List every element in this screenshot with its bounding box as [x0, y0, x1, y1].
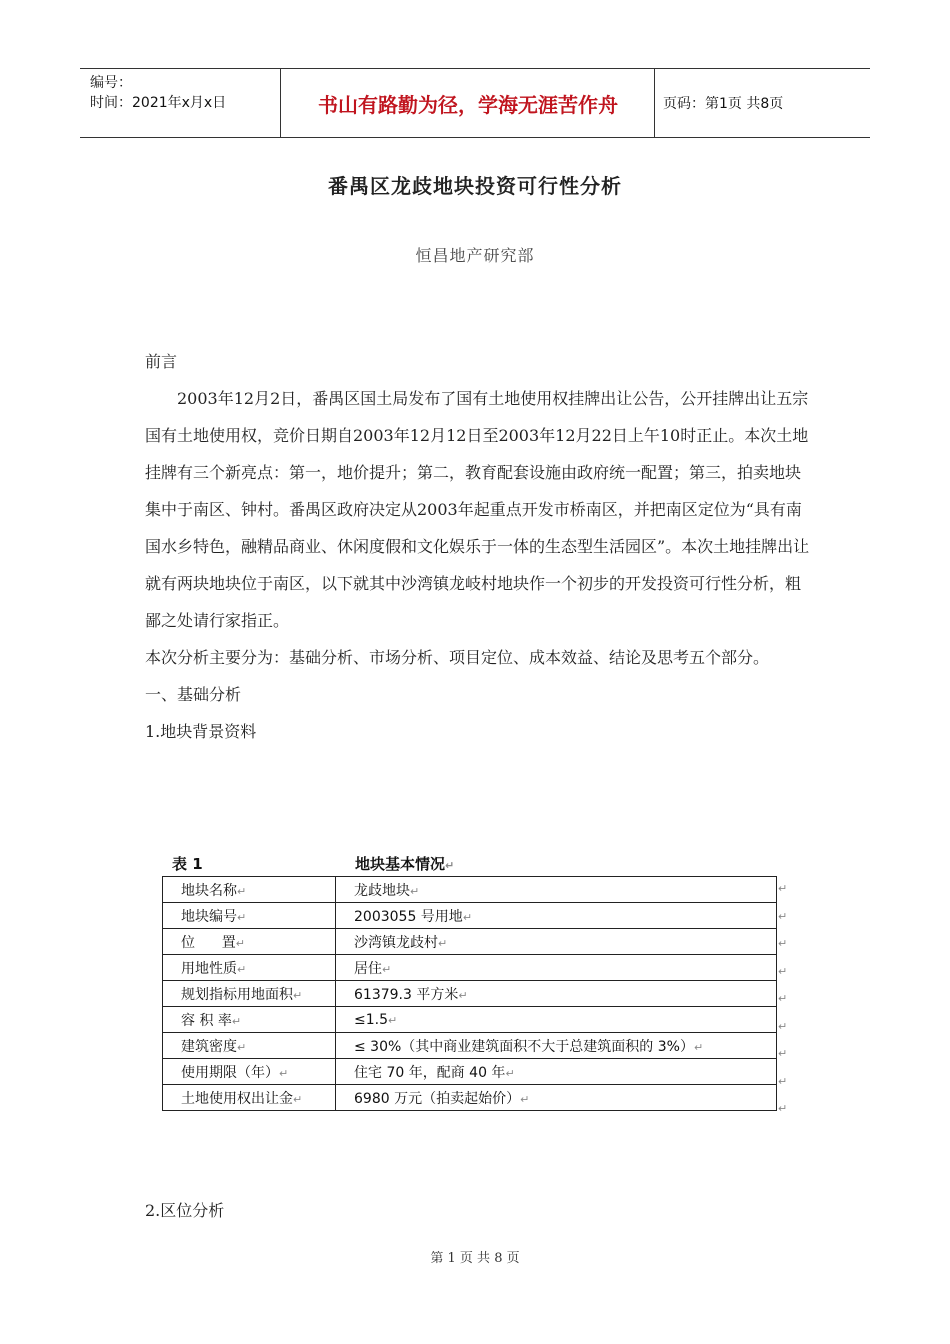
table-value-text: 龙歧地块 — [354, 882, 410, 899]
paragraph-mark-icon: ↵ — [462, 910, 473, 924]
table-cell-key — [163, 877, 336, 903]
table-key-text: 使用期限（年） — [181, 1064, 279, 1081]
table-cell-value — [336, 1007, 777, 1033]
table-row — [163, 877, 777, 903]
paragraph-mark-icon: ↵ — [445, 859, 455, 872]
table-cell-key — [163, 955, 336, 981]
paragraph-mark-icon: ↵ — [458, 988, 468, 1002]
table-caption-title — [355, 853, 454, 874]
paragraph-mark-icon: ↵ — [237, 884, 247, 898]
table-value-text: 居住 — [354, 960, 382, 977]
document-author: 恒昌地产研究部 — [415, 246, 535, 265]
row-end-mark-icon: ↵ — [778, 1019, 788, 1033]
subsection-heading-background: 1.地块背景资料 — [145, 722, 257, 741]
paragraph-mark-icon: ↵ — [438, 936, 448, 950]
table-cell-value — [336, 929, 777, 955]
table-row — [163, 903, 777, 929]
section-heading-location-analysis: 2.区位分析 — [145, 1201, 225, 1220]
table-cell-key — [163, 1007, 336, 1033]
table-cell-key — [163, 1033, 336, 1059]
row-end-mark-icon: ↵ — [778, 1074, 788, 1088]
table-value-text: ≤1.5 — [354, 1011, 388, 1028]
table-key-text: 容 积 率 — [181, 1012, 232, 1029]
paragraph-mark-icon: ↵ — [293, 988, 303, 1002]
paragraph-mark-icon: ↵ — [237, 1040, 247, 1054]
paragraph-mark-icon: ↵ — [388, 1013, 398, 1027]
table-key-text: 位 置 — [181, 934, 236, 951]
preface-paragraph: 2003年12月2日，番禺区国土局发布了国有土地使用权挂牌出让公告，公开挂牌出让五宗国有土地使用权，竞价日期自2003年12月12日至2003年12月22日上午10时正止。本次土地挂牌有三个新亮点：第一，地价提升；第二，教育配套设施由政府统一配置；第三，拍卖地块集中于南区、钟村。番禺区政府决定从2003年起重点开发市桥南区，并把南区定位为“具有南国水乡特色，融精品商业、休闲度假和文化娱乐于一体的生态型生活园区”。本次土地挂牌出让就有两块地块位于南区，以下就其中沙湾镇龙岐村地块作一个初步的开发投资可行性分析，粗鄙之处请行家指正。 — [145, 389, 810, 630]
paragraph-mark-icon: ↵ — [279, 1066, 289, 1080]
table-cell-key — [163, 1085, 336, 1111]
paragraph-mark-icon: ↵ — [235, 936, 245, 950]
header-motto: 书山有路勤为径，学海无涯苦作舟 — [282, 69, 655, 137]
table-caption-number: 表 1 — [172, 855, 203, 873]
table-key-text: 建筑密度 — [181, 1038, 237, 1055]
table-value-text: 沙湾镇龙歧村 — [354, 934, 438, 951]
table-row — [163, 1085, 777, 1111]
table-cell-value — [336, 1059, 777, 1085]
row-end-mark-icon: ↵ — [778, 882, 788, 895]
table-row — [163, 981, 777, 1007]
table-row — [163, 1033, 777, 1059]
table-cell-key — [163, 929, 336, 955]
header-page-info: 页码：第1页 共8页 — [663, 96, 784, 112]
table-cell-value — [336, 955, 777, 981]
table-cell-key — [163, 981, 336, 1007]
table-cell-value — [336, 877, 777, 903]
number-label: 编号： — [90, 75, 132, 91]
time-label: 时间：2021年x月x日 — [90, 95, 227, 111]
paragraph-mark-icon: ↵ — [231, 1014, 242, 1028]
paragraph-mark-icon: ↵ — [520, 1092, 530, 1106]
table-cell-value — [336, 1085, 777, 1111]
document-title: 番禺区龙歧地块投资可行性分析 — [328, 174, 622, 198]
row-end-mark-icon: ↵ — [778, 992, 788, 1005]
table-cell-value — [336, 981, 777, 1007]
table-value-text: 61379.3 平方米 — [354, 986, 459, 1003]
table-cell-value — [336, 1033, 777, 1059]
page-footer: 第 1 页 共 8 页 — [430, 1251, 520, 1266]
row-end-mark-icon: ↵ — [778, 1047, 788, 1060]
row-end-mark-icon: ↵ — [778, 964, 788, 978]
paragraph-mark-icon: ↵ — [293, 1092, 303, 1106]
row-end-mark-icon: ↵ — [778, 909, 788, 923]
analysis-overview: 本次分析主要分为：基础分析、市场分析、项目定位、成本效益、结论及思考五个部分。 — [145, 648, 770, 667]
paragraph-mark-icon: ↵ — [382, 962, 392, 976]
paragraph-mark-icon: ↵ — [237, 962, 247, 976]
table-key-text: 规划指标用地面积 — [181, 986, 293, 1003]
table-caption-text: 地块基本情况 — [355, 855, 446, 873]
row-end-mark-icon: ↵ — [778, 1102, 788, 1115]
table-row — [163, 1059, 777, 1085]
table-value-text: 6980 万元（拍卖起始价） — [354, 1090, 521, 1107]
document-body — [145, 343, 810, 750]
table-row — [163, 929, 777, 955]
table-value-text: 住宅 70 年，配商 40 年 — [354, 1064, 506, 1081]
paragraph-mark-icon: ↵ — [237, 910, 247, 924]
paragraph-mark-icon: ↵ — [693, 1040, 704, 1054]
row-end-mark-icon: ↵ — [778, 937, 788, 950]
page-header — [80, 68, 870, 138]
table-value-text: 2003055 号用地 — [354, 908, 463, 925]
table-cell-value — [336, 903, 777, 929]
paragraph-mark-icon: ↵ — [505, 1066, 515, 1080]
table-key-text: 土地使用权出让金 — [181, 1090, 293, 1107]
table-row — [163, 1007, 777, 1033]
paragraph-mark-icon: ↵ — [410, 884, 420, 898]
table-cell-key — [163, 903, 336, 929]
header-meta — [80, 69, 281, 137]
section-heading-basic-analysis: 一、基础分析 — [145, 685, 242, 704]
table-row — [163, 955, 777, 981]
table-key-text: 地块名称 — [181, 882, 237, 899]
table-cell-key — [163, 1059, 336, 1085]
table-key-text: 用地性质 — [181, 960, 237, 977]
table-key-text: 地块编号 — [181, 908, 237, 925]
preface-heading: 前言 — [145, 352, 178, 371]
table-value-text: ≤ 30%（其中商业建筑面积不大于总建筑面积的 3%） — [354, 1038, 694, 1055]
land-info-table — [162, 876, 777, 1111]
